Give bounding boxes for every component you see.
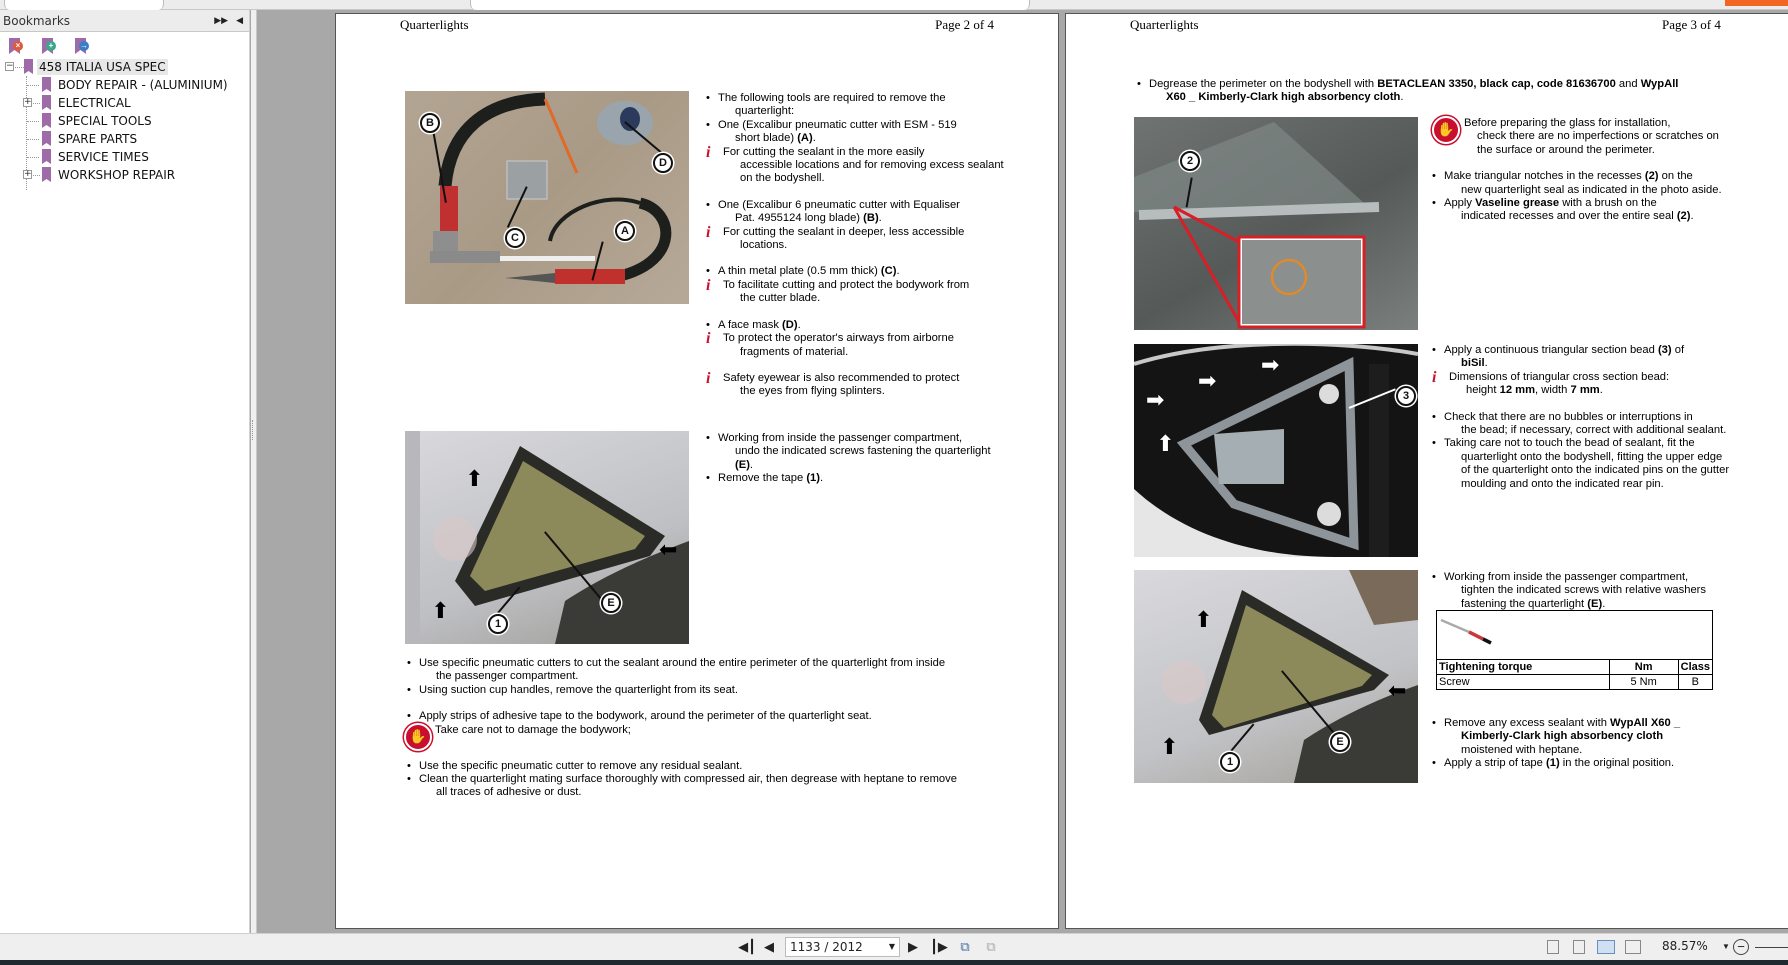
arrow-icon: ⬈ bbox=[458, 462, 490, 494]
callout-1: 1 bbox=[1220, 752, 1240, 772]
sealant-bead-photo bbox=[1134, 344, 1418, 557]
page-header-title: Quarterlights bbox=[1130, 17, 1199, 32]
bookmark-label: ELECTRICAL bbox=[58, 96, 131, 110]
delete-bookmark-icon[interactable]: × bbox=[9, 38, 23, 55]
info-note: i Dimensions of triangular cross section bead: height 12 mm, width 7 mm. bbox=[1432, 368, 1670, 397]
info-note: i To protect the operator's airways from airborne fragments of material. bbox=[706, 330, 954, 358]
quarterlight-photo-refit bbox=[1134, 570, 1418, 783]
column-header: Tightening torque bbox=[1437, 660, 1610, 675]
continuous-view-icon[interactable] bbox=[1573, 940, 1585, 954]
bookmark-icon bbox=[42, 113, 51, 128]
refit-steps bbox=[1432, 571, 1732, 611]
bookmark-icon bbox=[42, 95, 51, 110]
info-note: i For cutting the sealant in the more easily accessible locations and for removing excess sealant on the bodyshell. bbox=[706, 143, 1004, 185]
page-header-number: Page 2 of 4 bbox=[935, 17, 994, 32]
warning-note: ✋ Take care not to damage the bodywork; bbox=[407, 724, 1007, 754]
arrow-icon: ⬈ bbox=[1153, 730, 1185, 762]
info-icon: i bbox=[706, 369, 711, 387]
glass-prep-steps bbox=[1432, 117, 1732, 224]
torque-table bbox=[1436, 610, 1713, 690]
list-item: • Using suction cup handles, remove the quarterlight from its seat. bbox=[407, 684, 1007, 697]
arrow-icon: ⬈ bbox=[1140, 384, 1171, 416]
taskbar-edge bbox=[0, 960, 1788, 965]
bookmark-item-workshop-repair[interactable] bbox=[0, 166, 249, 184]
arrow-icon: ⬈ bbox=[1381, 675, 1413, 707]
torque-wrench-icon bbox=[1439, 617, 1499, 647]
arrow-icon: ⬈ bbox=[1255, 349, 1286, 381]
list-item: • Working from inside the passenger compartment, undo the indicated screws fastening the quarterlight (E). bbox=[706, 432, 1006, 472]
info-note: i To facilitate cutting and protect the bodywork from the cutter blade. bbox=[706, 276, 970, 305]
zoom-dropdown-icon[interactable]: ▼ bbox=[1722, 942, 1730, 951]
last-page-button[interactable]: ┃▶ bbox=[930, 939, 948, 954]
arrow-icon: ⬈ bbox=[1149, 427, 1181, 459]
list-item: • Remove the tape (1). bbox=[706, 472, 1006, 485]
list-item: • Apply strips of adhesive tape to the bodywork, around the perimeter of the quarterlight seat. bbox=[407, 710, 1007, 723]
list-item: • The following tools are required to remove the quarterlight: bbox=[706, 92, 1006, 119]
callout-2: 2 bbox=[1180, 151, 1200, 171]
callout-c: C bbox=[505, 228, 525, 248]
table-cell: B bbox=[1678, 675, 1712, 690]
bookmark-label: WORKSHOP REPAIR bbox=[58, 168, 176, 182]
bookmark-item-service-times[interactable] bbox=[0, 148, 249, 166]
final-steps bbox=[1432, 717, 1732, 771]
list-item: • A thin metal plate (0.5 mm thick) (C). bbox=[706, 265, 1006, 278]
info-icon: i bbox=[706, 330, 711, 348]
bookmark-label: SPARE PARTS bbox=[58, 132, 138, 146]
bookmark-item-electrical[interactable] bbox=[0, 94, 249, 112]
warning-note: ✋ Before preparing the glass for installation, check there are no imperfections or scratches on the surface or around the perimeter. bbox=[1432, 117, 1732, 157]
expand-panel-icon[interactable]: ▶▶ bbox=[214, 15, 229, 26]
list-item: • Apply a continuous triangular section bead (3) of biSil. bbox=[1432, 344, 1732, 371]
accent-bar bbox=[1725, 0, 1788, 6]
list-item: • Working from inside the passenger compartment, tighten the indicated screws with relative washers fastening the quarterlight (E). bbox=[1432, 571, 1732, 611]
info-icon: i bbox=[706, 143, 711, 161]
callout-d: D bbox=[653, 153, 673, 173]
tools-list bbox=[706, 92, 1006, 399]
window-tab-strip bbox=[0, 0, 1788, 10]
info-note: i For cutting the sealant in deeper, less accessible locations. bbox=[706, 223, 965, 252]
zoom-level[interactable]: 88.57% bbox=[1662, 939, 1708, 953]
arrow-icon: ⬈ bbox=[1192, 365, 1223, 397]
info-icon: i bbox=[1432, 368, 1437, 386]
list-item: • Taking care not to touch the bead of sealant, fit the quarterlight onto the bodyshell, fitting the upper edge of the quarterlight onto the indicated pins on the gutter moulding and onto the indicated rear pin. bbox=[1432, 437, 1732, 491]
bookmark-item-body-repair[interactable] bbox=[0, 76, 249, 94]
facing-view-icon[interactable] bbox=[1597, 940, 1615, 954]
table-row bbox=[1437, 675, 1713, 690]
list-item: • Remove any excess sealant with WypAll X60 _ Kimberly-Clark high absorbency cloth moistened with heptane. bbox=[1432, 717, 1732, 757]
list-item: • Make triangular notches in the recesses (2) on the new quarterlight seal as indicated in the photo aside. bbox=[1432, 170, 1732, 197]
zoom-slider[interactable] bbox=[1755, 947, 1788, 948]
list-item: • One (Excalibur pneumatic cutter with ESM - 519 short blade) (A). bbox=[706, 119, 1006, 146]
bookmark-toolbar bbox=[0, 32, 249, 58]
torque-wrench-image bbox=[1437, 611, 1713, 660]
navigation-toolbar bbox=[0, 933, 1788, 960]
collapse-icon[interactable]: − bbox=[6, 61, 14, 71]
page-header-number: Page 3 of 4 bbox=[1662, 17, 1721, 32]
panel-splitter[interactable] bbox=[251, 10, 257, 933]
bookmark-root[interactable] bbox=[0, 58, 249, 76]
callout-a: A bbox=[615, 221, 635, 241]
bookmark-icon bbox=[42, 167, 51, 182]
table-cell: 5 Nm bbox=[1609, 675, 1678, 690]
arrow-icon: ⬈ bbox=[424, 594, 456, 626]
tools-photo bbox=[405, 91, 689, 304]
list-item: • Use the specific pneumatic cutter to remove any residual sealant. bbox=[407, 760, 1007, 773]
expand-icon[interactable]: + bbox=[24, 169, 32, 179]
quarterlight-photo-removal bbox=[405, 431, 689, 644]
info-note: i Safety eyewear is also recommended to protect the eyes from flying splinters. bbox=[706, 369, 960, 398]
bookmark-label: BODY REPAIR - (ALUMINIUM) bbox=[58, 78, 228, 92]
stop-hand-icon: ✋ bbox=[1432, 116, 1460, 144]
zoom-out-button[interactable]: − bbox=[1733, 939, 1749, 955]
bookmarks-title: Bookmarks bbox=[3, 13, 71, 28]
bookmark-item-special-tools[interactable] bbox=[0, 112, 249, 130]
page-number-field[interactable]: 1133 / 2012 ▼ bbox=[785, 937, 900, 957]
arrow-icon: ⬈ bbox=[652, 534, 684, 566]
bookmark-icon bbox=[42, 77, 51, 92]
callout-e: E bbox=[1330, 732, 1350, 752]
bookmark-icon bbox=[42, 149, 51, 164]
list-item: • Apply Vaseline grease with a brush on the indicated recesses and over the entire seal (2). bbox=[1432, 197, 1732, 224]
procedure-steps bbox=[407, 657, 1007, 800]
stop-hand-icon: ✋ bbox=[404, 723, 432, 751]
column-header: Nm bbox=[1609, 660, 1678, 675]
bookmarks-header bbox=[0, 10, 249, 32]
callout-1: 1 bbox=[488, 614, 508, 634]
list-item: • One (Excalibur 6 pneumatic cutter with Equaliser Pat. 4955124 long blade) (B). bbox=[706, 199, 1006, 226]
list-item: • A face mask (D). bbox=[706, 319, 1006, 332]
removal-steps bbox=[706, 432, 1006, 486]
first-page-button[interactable]: ◀┃ bbox=[738, 939, 756, 954]
seal-notch-photo bbox=[1134, 117, 1418, 330]
table-cell: Screw bbox=[1437, 675, 1610, 690]
bookmarks-panel bbox=[0, 10, 250, 933]
info-icon: i bbox=[706, 223, 711, 241]
bookmark-label: SERVICE TIMES bbox=[58, 150, 149, 164]
pdf-page-3 bbox=[1065, 13, 1788, 929]
pdf-page-2 bbox=[335, 13, 1059, 929]
document-tab-active[interactable] bbox=[470, 0, 1030, 10]
column-header: Class bbox=[1678, 660, 1712, 675]
list-item: • Check that there are no bubbles or interruptions in the bead; if necessary, correct with additional sealant. bbox=[1432, 411, 1732, 438]
single-page-view-icon[interactable] bbox=[1547, 940, 1559, 954]
previous-view-icon[interactable]: ⧉ bbox=[960, 939, 970, 954]
bookmark-tree bbox=[0, 58, 249, 184]
goto-bookmark-icon[interactable]: → bbox=[75, 38, 89, 55]
previous-page-button[interactable]: ◀ bbox=[764, 939, 774, 954]
bookmark-icon bbox=[42, 131, 51, 146]
add-bookmark-icon[interactable]: + bbox=[42, 38, 56, 55]
chevron-down-icon[interactable]: ▼ bbox=[888, 942, 895, 951]
collapse-panel-icon[interactable]: ◀ bbox=[236, 15, 243, 26]
bookmark-label: 458 ITALIA USA SPEC bbox=[39, 60, 166, 74]
info-icon: i bbox=[706, 276, 711, 294]
bookmark-item-spare-parts[interactable] bbox=[0, 130, 249, 148]
tools-illustration bbox=[405, 91, 689, 304]
bookmark-label: SPECIAL TOOLS bbox=[58, 114, 152, 128]
callout-b: B bbox=[420, 113, 440, 133]
callout-3: 3 bbox=[1396, 386, 1416, 406]
document-tab[interactable] bbox=[4, 0, 164, 10]
continuous-facing-view-icon[interactable] bbox=[1625, 940, 1641, 954]
next-page-button[interactable]: ▶ bbox=[908, 939, 918, 954]
arrow-icon: ⬈ bbox=[1187, 603, 1219, 635]
expand-icon[interactable]: + bbox=[24, 97, 32, 107]
list-item: • Degrease the perimeter on the bodyshell with BETACLEAN 3350, black cap, code 81636700 and WypAll X60 _ Kimberly-Clark high absorbency cloth. bbox=[1137, 78, 1737, 105]
degrease-step bbox=[1137, 78, 1737, 105]
bookmark-icon bbox=[24, 59, 33, 74]
list-item: • Clean the quarterlight mating surface thoroughly with compressed air, then degrease with heptane to remove all traces of adhesive or dust. bbox=[407, 773, 1007, 800]
list-item: • Use specific pneumatic cutters to cut the sealant around the entire perimeter of the quarterlight from inside the passenger compartment. bbox=[407, 657, 1007, 684]
next-view-icon[interactable]: ⧉ bbox=[986, 939, 996, 954]
page-header-title: Quarterlights bbox=[400, 17, 469, 32]
callout-e: E bbox=[601, 593, 621, 613]
list-item: • Apply a strip of tape (1) in the original position. bbox=[1432, 757, 1732, 770]
bead-steps bbox=[1432, 344, 1732, 491]
